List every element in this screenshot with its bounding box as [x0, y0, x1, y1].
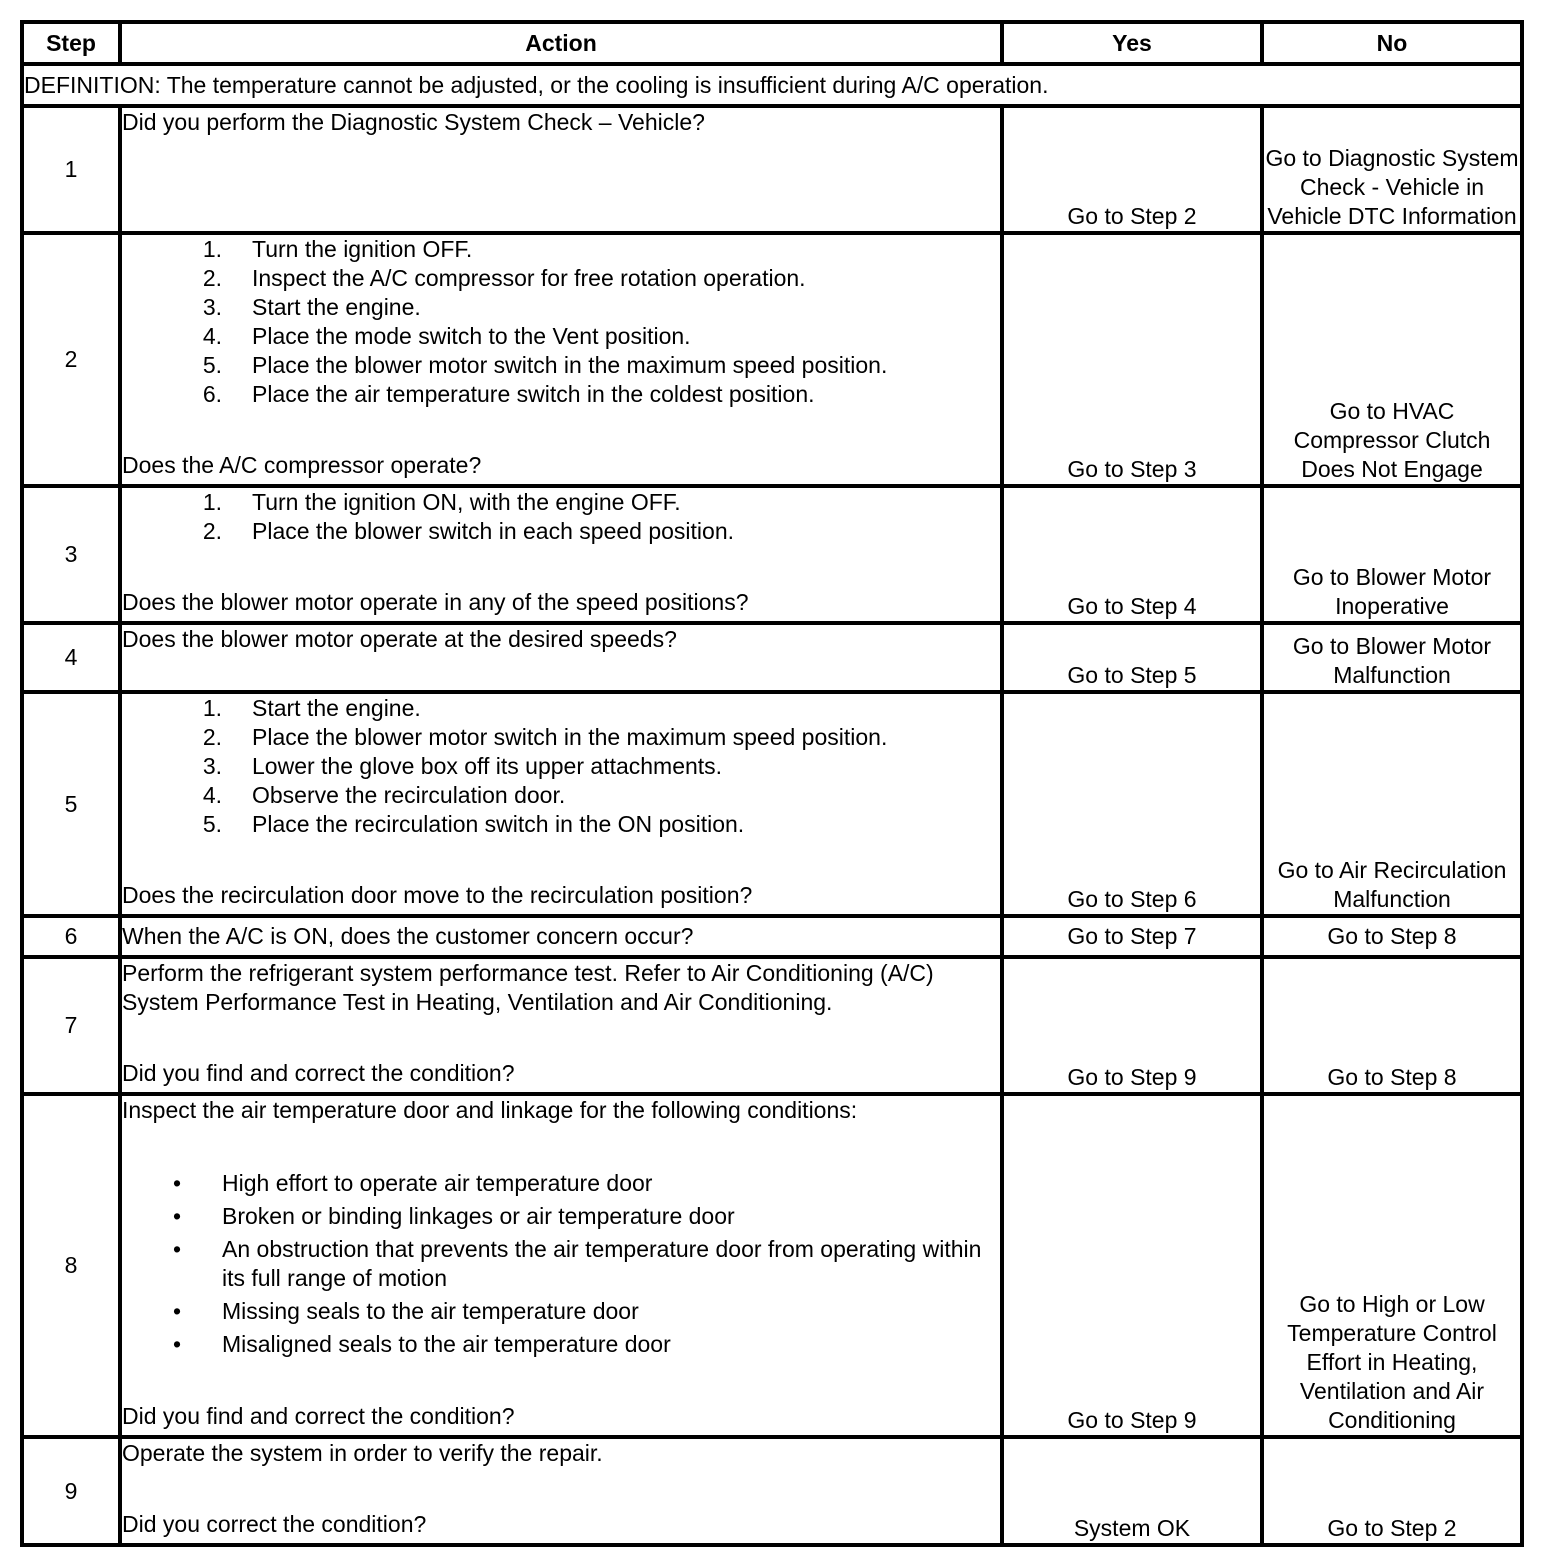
list-item: 6. Place the air temperature switch in the coldest position. — [202, 381, 815, 407]
question-text: Does the A/C compressor operate? — [122, 452, 482, 478]
action-cell — [120, 233, 1002, 486]
numbered-list — [122, 694, 1000, 839]
list-item: • Broken or binding linkages or air temperature door — [122, 1202, 1000, 1231]
question-text: Does the blower motor operate at the desired speeds? — [122, 626, 677, 652]
question-text: Did you correct the condition? — [122, 1511, 427, 1537]
question-text: Does the blower motor operate in any of the speed positions? — [122, 589, 749, 615]
list-item: 1. Start the engine. — [202, 695, 421, 721]
list-item: 4. Place the mode switch to the Vent position. — [202, 323, 691, 349]
yes-result: Go to Step 4 — [1002, 486, 1262, 623]
no-result: Go to Air Recirculation Malfunction — [1262, 692, 1522, 916]
question-text: Did you find and correct the condition? — [122, 1403, 515, 1429]
no-result: Go to Step 8 — [1262, 916, 1522, 957]
step-number: 1 — [22, 106, 120, 233]
bullet-icon: • — [172, 1298, 182, 1324]
action-cell — [120, 692, 1002, 916]
action-intro: Operate the system in order to verify the repair. — [122, 1440, 603, 1466]
yes-result: Go to Step 2 — [1002, 106, 1262, 233]
bullet-icon: • — [172, 1170, 182, 1196]
list-item: 4. Observe the recirculation door. — [202, 782, 566, 808]
action-cell — [120, 957, 1002, 1094]
header-yes: Yes — [1002, 22, 1262, 64]
definition-row — [22, 64, 1522, 106]
no-result: Go to Blower Motor Malfunction — [1262, 623, 1522, 692]
yes-result: System OK — [1002, 1437, 1262, 1545]
no-result: Go to Diagnostic System Check - Vehicle in Vehicle DTC Information — [1262, 106, 1522, 233]
yes-result: Go to Step 3 — [1002, 233, 1262, 486]
list-item: 1. Turn the ignition ON, with the engine OFF. — [202, 489, 681, 515]
bullet-icon: • — [172, 1236, 182, 1262]
question-text: Does the recirculation door move to the recirculation position? — [122, 882, 753, 908]
table-row — [22, 486, 1522, 623]
bullet-icon: • — [172, 1331, 182, 1357]
list-item: 2. Inspect the A/C compressor for free rotation operation. — [202, 265, 806, 291]
header-no: No — [1262, 22, 1522, 64]
bullet-list — [122, 1169, 1000, 1359]
list-item: 1. Turn the ignition OFF. — [202, 236, 473, 262]
table-row — [22, 106, 1522, 233]
step-number: 5 — [22, 692, 120, 916]
list-item: 3. Lower the glove box off its upper attachments. — [202, 753, 723, 779]
yes-result: Go to Step 7 — [1002, 916, 1262, 957]
table-row — [22, 1437, 1522, 1545]
step-number: 7 — [22, 957, 120, 1094]
bullet-icon: • — [172, 1203, 182, 1229]
numbered-list — [122, 235, 1000, 409]
table-row — [22, 623, 1522, 692]
question-text: When the A/C is ON, does the customer concern occur? — [122, 923, 694, 949]
action-cell — [120, 916, 1002, 957]
list-item: • High effort to operate air temperature door — [122, 1169, 1000, 1198]
header-row — [22, 22, 1522, 64]
step-number: 6 — [22, 916, 120, 957]
header-step: Step — [22, 22, 120, 64]
table-row — [22, 1094, 1522, 1437]
yes-result: Go to Step 5 — [1002, 623, 1262, 692]
header-action: Action — [120, 22, 1002, 64]
step-number: 9 — [22, 1437, 120, 1545]
no-result: Go to Step 2 — [1262, 1437, 1522, 1545]
step-number: 4 — [22, 623, 120, 692]
action-cell — [120, 1094, 1002, 1437]
action-cell — [120, 106, 1002, 233]
numbered-list — [122, 488, 1000, 546]
action-cell — [120, 623, 1002, 692]
diagnostic-table-page — [20, 20, 1520, 1547]
table-row — [22, 233, 1522, 486]
table-row — [22, 916, 1522, 957]
list-item: • An obstruction that prevents the air temperature door from operating within its full range of motion — [122, 1235, 1000, 1293]
question-text: Did you find and correct the condition? — [122, 1060, 515, 1086]
question-text: Did you perform the Diagnostic System Check – Vehicle? — [122, 109, 705, 135]
diagnostic-table — [20, 20, 1524, 1547]
step-number: 3 — [22, 486, 120, 623]
list-item: 5. Place the recirculation switch in the ON position. — [202, 811, 745, 837]
action-cell — [120, 486, 1002, 623]
action-intro: Inspect the air temperature door and linkage for the following conditions: — [122, 1097, 858, 1123]
step-number: 8 — [22, 1094, 120, 1437]
action-intro: Perform the refrigerant system performance test. Refer to Air Conditioning (A/C) System Performance Test in Heating, Ventilation and Air Conditioning. — [122, 960, 934, 1015]
action-cell — [120, 1437, 1002, 1545]
no-result: Go to Step 8 — [1262, 957, 1522, 1094]
table-row — [22, 957, 1522, 1094]
no-result: Go to High or Low Temperature Control Effort in Heating, Ventilation and Air Conditioning — [1262, 1094, 1522, 1437]
definition-text: DEFINITION: The temperature cannot be adjusted, or the cooling is insufficient during A/C operation. — [22, 64, 1522, 106]
table-row — [22, 692, 1522, 916]
step-number: 2 — [22, 233, 120, 486]
list-item: 3. Start the engine. — [202, 294, 421, 320]
list-item: 2. Place the blower switch in each speed position. — [202, 518, 735, 544]
list-item: • Misaligned seals to the air temperature door — [122, 1330, 1000, 1359]
list-item: 2. Place the blower motor switch in the maximum speed position. — [202, 724, 888, 750]
yes-result: Go to Step 6 — [1002, 692, 1262, 916]
yes-result: Go to Step 9 — [1002, 957, 1262, 1094]
list-item: • Missing seals to the air temperature door — [122, 1297, 1000, 1326]
list-item: 5. Place the blower motor switch in the maximum speed position. — [202, 352, 888, 378]
yes-result: Go to Step 9 — [1002, 1094, 1262, 1437]
no-result: Go to Blower Motor Inoperative — [1262, 486, 1522, 623]
no-result: Go to HVAC Compressor Clutch Does Not Engage — [1262, 233, 1522, 486]
